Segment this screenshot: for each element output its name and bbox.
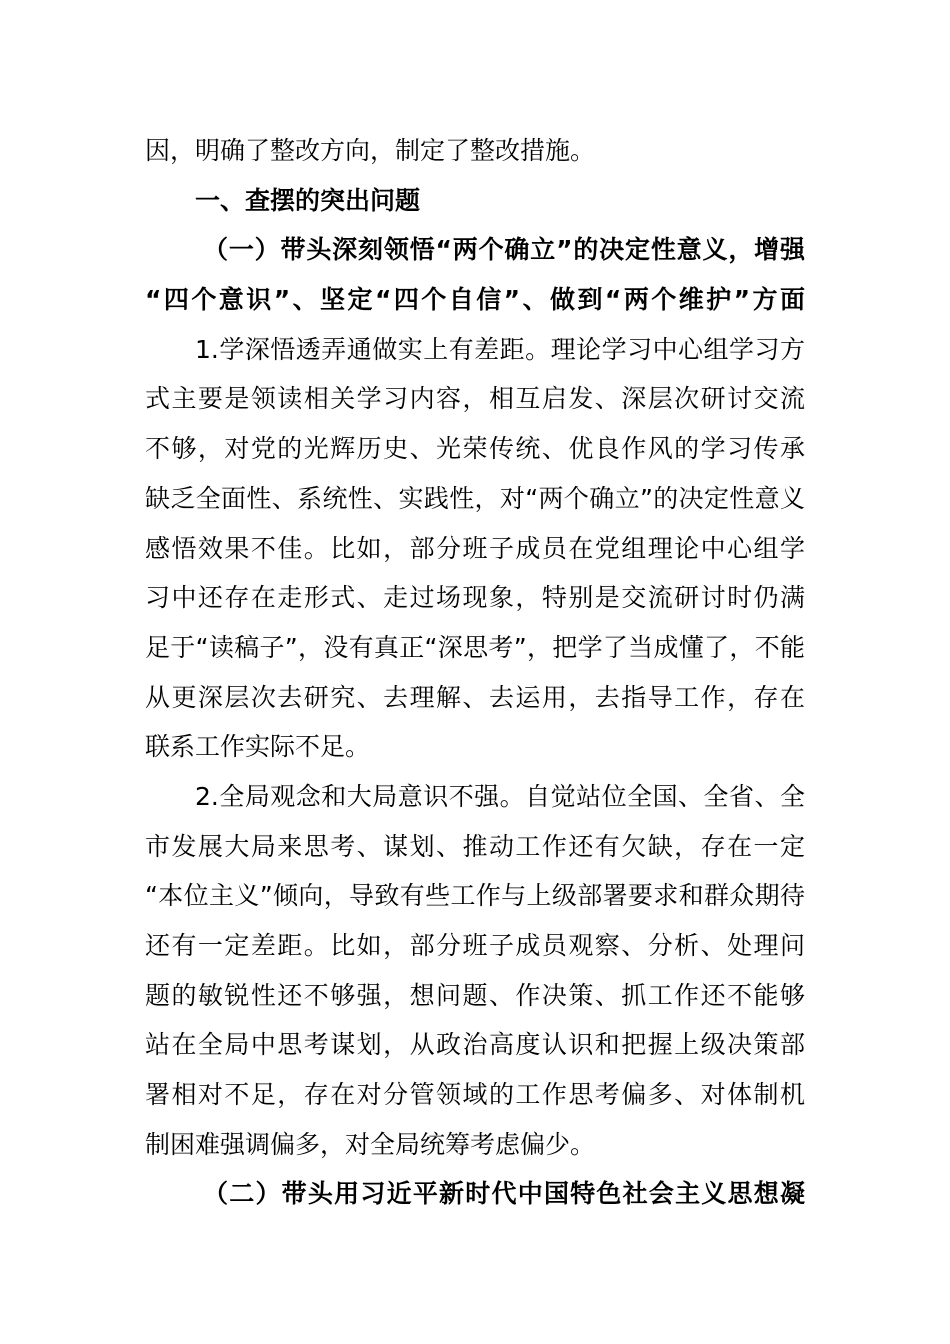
paragraph-line: 习中还存在走形式、走过场现象，特别是交流研讨时仍满 bbox=[145, 583, 805, 613]
paragraph-line: 不够，对党的光辉历史、光荣传统、优良作风的学习传承 bbox=[145, 434, 805, 464]
paragraph-line: 署相对不足，存在对分管领域的工作思考偏多、对体制机 bbox=[145, 1080, 805, 1110]
paragraph-line: 缺乏全面性、系统性、实践性，对“两个确立”的决定性意义 bbox=[145, 483, 805, 513]
paragraph-line: 从更深层次去研究、去理解、去运用，去指导工作，存在 bbox=[145, 682, 805, 712]
paragraph-line: 感悟效果不佳。比如，部分班子成员在党组理论中心组学 bbox=[145, 533, 805, 563]
subsection-heading: （二）带头用习近平新时代中国特色社会主义思想凝 bbox=[203, 1179, 805, 1209]
paragraph-line: 还有一定差距。比如，部分班子成员观察、分析、处理问 bbox=[145, 931, 805, 960]
section-heading: 一、查摆的突出问题 bbox=[195, 185, 421, 215]
text-line: 因，明确了整改方向，制定了整改措施。 bbox=[145, 136, 596, 165]
paragraph-line: 制困难强调偏多，对全局统筹考虑偏少。 bbox=[145, 1129, 596, 1159]
paragraph-line: 2.全局观念和大局意识不强。自觉站位全国、全省、全 bbox=[195, 781, 805, 811]
paragraph-line: 联系工作实际不足。 bbox=[145, 732, 371, 762]
paragraph-line: “本位主义”倾向，导致有些工作与上级部署要求和群众期待 bbox=[145, 881, 805, 911]
paragraph-line: 市发展大局来思考、谋划、推动工作还有欠缺，存在一定 bbox=[145, 831, 805, 861]
document-page bbox=[145, 126, 805, 1219]
paragraph-line: 站在全局中思考谋划，从政治高度认识和把握上级决策部 bbox=[145, 1030, 805, 1060]
paragraph-line: 式主要是领读相关学习内容，相互启发、深层次研讨交流 bbox=[145, 384, 805, 414]
paragraph-line: 足于“读稿子”，没有真正“深思考”，把学了当成懂了，不能 bbox=[145, 632, 805, 662]
subsection-heading: （一）带头深刻领悟“两个确立”的决定性意义，增强 bbox=[203, 235, 805, 265]
paragraph-line: 1.学深悟透弄通做实上有差距。理论学习中心组学习方 bbox=[195, 334, 805, 364]
paragraph-line: 题的敏锐性还不够强，想问题、作决策、抓工作还不能够 bbox=[145, 980, 805, 1010]
subsection-heading-cont: “四个意识”、坚定“四个自信”、做到“两个维护”方面 bbox=[145, 285, 805, 315]
